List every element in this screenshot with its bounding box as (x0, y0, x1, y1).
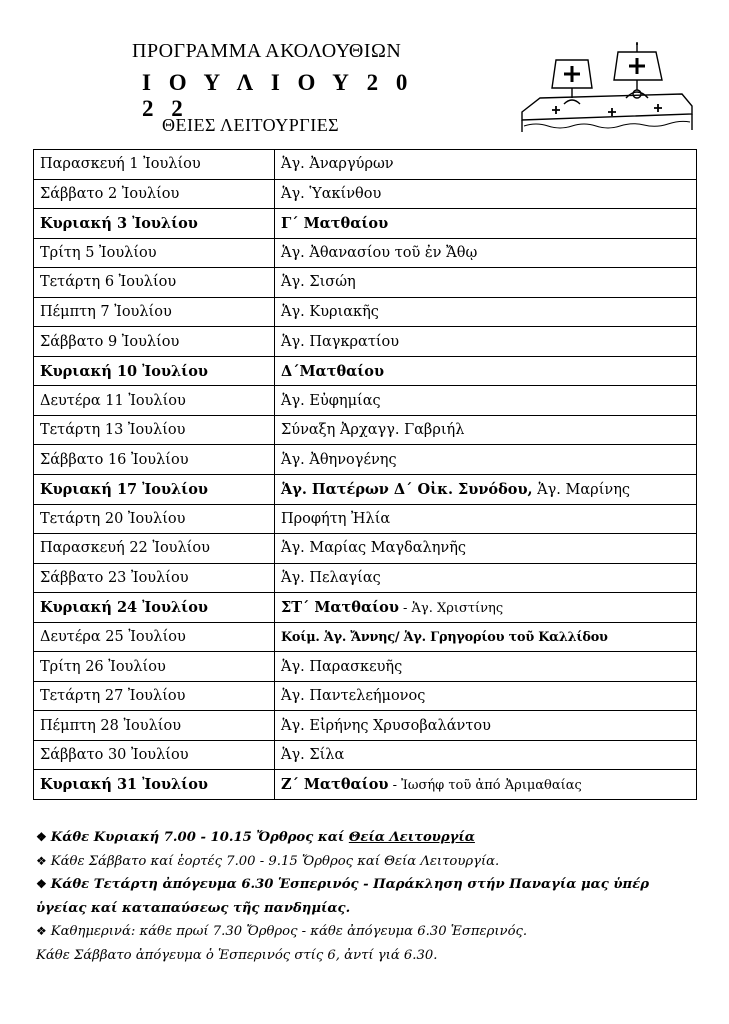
note-sunday-liturgy: Θεία Λειτουργία (348, 830, 475, 845)
diamond-bullet-icon: ❖ (36, 877, 47, 891)
note-daily: ❖ Καθημερινά: κάθε πρωί 7.30 Ὄρθρος - κάθε ἀπόγευμα 6.30 Ἑσπερινός. (36, 924, 528, 939)
date-cell: Πέμπτη 28 Ἰουλίου (34, 711, 275, 741)
service-secondary: Ἁγ. Μαρίνης (532, 481, 630, 498)
table-row (34, 681, 697, 711)
date-cell: Σάββατο 16 Ἰουλίου (34, 445, 275, 475)
service-cell (275, 356, 697, 386)
table-row (34, 238, 697, 268)
schedule-table (33, 149, 697, 800)
service-name: Ἁγ. Πατέρων Δ΄ Οἰκ. Συνόδου, (281, 480, 533, 498)
service-name: Ἁγ. Πελαγίας (281, 569, 381, 586)
table-row (34, 563, 697, 593)
service-secondary: - Ἰωσήφ τοῦ ἀπό Ἀριμαθαίας (388, 778, 582, 794)
date-cell: Κυριακή 24 Ἰουλίου (34, 593, 275, 623)
table-row (34, 415, 697, 445)
service-cell (275, 150, 697, 180)
service-name: Γ΄ Ματθαίου (281, 214, 389, 232)
service-name: Ἁγ. Κυριακῆς (281, 304, 379, 320)
table-row (34, 268, 697, 298)
service-cell (275, 652, 697, 682)
service-name: Ἁγ. Ἀθηνογένης (281, 451, 397, 468)
service-cell (275, 475, 697, 505)
service-name: Ἁγ. Μαρίας Μαγδαληνῆς (281, 540, 467, 557)
service-name: Ἁγ. Σισώη (281, 274, 356, 291)
note-wednesday: ❖ Κάθε Τετάρτη ἀπόγευμα 6.30 Ἑσπερινός - Παράκληση στήν Παναγία μας ὑπέρ (36, 877, 650, 892)
date-cell: Τετάρτη 20 Ἰουλίου (34, 504, 275, 534)
table-row (34, 150, 697, 180)
table-row (34, 622, 697, 652)
date-cell: Παρασκευή 1 Ἰουλίου (34, 150, 275, 180)
table-row (34, 445, 697, 475)
service-name: Σύναξη Ἀρχαγγ. Γαβριήλ (281, 422, 465, 439)
service-cell (275, 297, 697, 327)
table-row (34, 386, 697, 416)
date-cell: Τρίτη 5 Ἰουλίου (34, 238, 275, 268)
date-cell: Κυριακή 17 Ἰουλίου (34, 475, 275, 505)
table-row (34, 209, 697, 239)
date-cell: Σάββατο 2 Ἰουλίου (34, 179, 275, 209)
service-cell (275, 740, 697, 770)
table-row (34, 770, 697, 800)
service-cell (275, 445, 697, 475)
service-secondary: - Ἁγ. Χριστίνης (398, 600, 504, 616)
date-cell: Σάββατο 23 Ἰουλίου (34, 563, 275, 593)
service-cell (275, 711, 697, 741)
note-saturday: ❖ Κάθε Σάββατο καί ἑορτές 7.00 - 9.15 Ὄρθρος καί Θεία Λειτουργία. (36, 853, 500, 869)
table-row (34, 327, 697, 357)
service-cell (275, 209, 697, 239)
diamond-bullet-icon: ❖ (36, 924, 47, 938)
table-row (34, 534, 697, 564)
service-name: Ἁγ. Παντελεήμονος (281, 688, 426, 705)
date-cell: Τετάρτη 13 Ἰουλίου (34, 415, 275, 445)
table-row (34, 475, 697, 505)
service-cell (275, 681, 697, 711)
service-name: ΣΤ΄ Ματθαίου (281, 598, 399, 616)
diamond-bullet-icon: ❖ (36, 853, 47, 868)
date-cell: Τετάρτη 27 Ἰουλίου (34, 681, 275, 711)
date-cell: Τρίτη 26 Ἰουλίου (34, 652, 275, 682)
header (0, 0, 729, 150)
date-cell: Κυριακή 10 Ἰουλίου (34, 356, 275, 386)
service-name: Ζ΄ Ματθαίου (281, 776, 389, 794)
service-cell (275, 622, 697, 652)
date-cell: Σάββατο 9 Ἰουλίου (34, 327, 275, 357)
table-row (34, 740, 697, 770)
service-cell (275, 238, 697, 268)
date-cell: Κυριακή 3 Ἰουλίου (34, 209, 275, 239)
table-row (34, 179, 697, 209)
notes (36, 826, 706, 967)
service-cell (275, 534, 697, 564)
section-subtitle: ΘΕΙΕΣ ΛΕΙΤΟΥΡΓΙΕΣ (162, 115, 340, 135)
table-row (34, 297, 697, 327)
service-name: Κοίμ. Ἁγ. Ἄννης/ Ἁγ. Γρηγορίου τοῦ Καλλίδου (281, 630, 608, 646)
date-cell: Τετάρτη 6 Ἰουλίου (34, 268, 275, 298)
service-name: Προφήτη Ἠλία (281, 510, 391, 527)
service-cell (275, 386, 697, 416)
page-title: ΠΡΟΓΡΑΜΜΑ ΑΚΟΛΟΥΘΙΩΝ (132, 40, 402, 62)
service-cell (275, 770, 697, 800)
service-name: Ἁγ. Εἰρήνης Χρυσοβαλάντου (281, 717, 491, 734)
diamond-bullet-icon: ❖ (36, 830, 47, 844)
service-cell (275, 179, 697, 209)
date-cell: Παρασκευή 22 Ἰουλίου (34, 534, 275, 564)
table-row (34, 504, 697, 534)
service-name: Ἁγ. Παγκρατίου (281, 333, 400, 350)
note-sunday: ❖ Κάθε Κυριακή 7.00 - 10.15 Ὄρθρος καί Θεία Λειτουργία (36, 830, 475, 845)
date-cell: Σάββατο 30 Ἰουλίου (34, 740, 275, 770)
service-cell (275, 563, 697, 593)
service-cell (275, 593, 697, 623)
table-row (34, 356, 697, 386)
table-row (34, 711, 697, 741)
date-cell: Δευτέρα 25 Ἰουλίου (34, 622, 275, 652)
service-name: Δ΄Ματθαίου (281, 362, 385, 380)
service-name: Ἁγ. Ἀθανασίου τοῦ ἐν Ἄθῳ (281, 244, 478, 261)
service-cell (275, 268, 697, 298)
service-cell (275, 415, 697, 445)
date-cell: Κυριακή 31 Ἰουλίου (34, 770, 275, 800)
date-cell: Πέμπτη 7 Ἰουλίου (34, 297, 275, 327)
table-row (34, 652, 697, 682)
altar-icon (516, 42, 696, 134)
service-name: Ἁγ. Παρασκευῆς (281, 658, 403, 675)
date-cell: Δευτέρα 11 Ἰουλίου (34, 386, 275, 416)
service-cell (275, 327, 697, 357)
service-cell (275, 504, 697, 534)
service-name: Ἁγ. Σίλα (281, 747, 345, 764)
service-name: Ἁγ. Εὐφημίας (281, 392, 381, 409)
note-wednesday-continued: ὑγείας καί καταπαύσεως τῆς πανδημίας. (36, 900, 351, 916)
service-name: Ἁγ. Ἀναργύρων (281, 156, 394, 173)
month-title: Ι Ο Υ Λ Ι Ο Υ 2 0 2 2 (142, 70, 414, 121)
service-name: Ἁγ. Ὑακίνθου (281, 185, 382, 202)
note-saturday-vespers: Κάθε Σάββατο ἀπόγευμα ὁ Ἑσπερινός στίς 6, ἀντί γιά 6.30. (36, 947, 438, 963)
table-row (34, 593, 697, 623)
